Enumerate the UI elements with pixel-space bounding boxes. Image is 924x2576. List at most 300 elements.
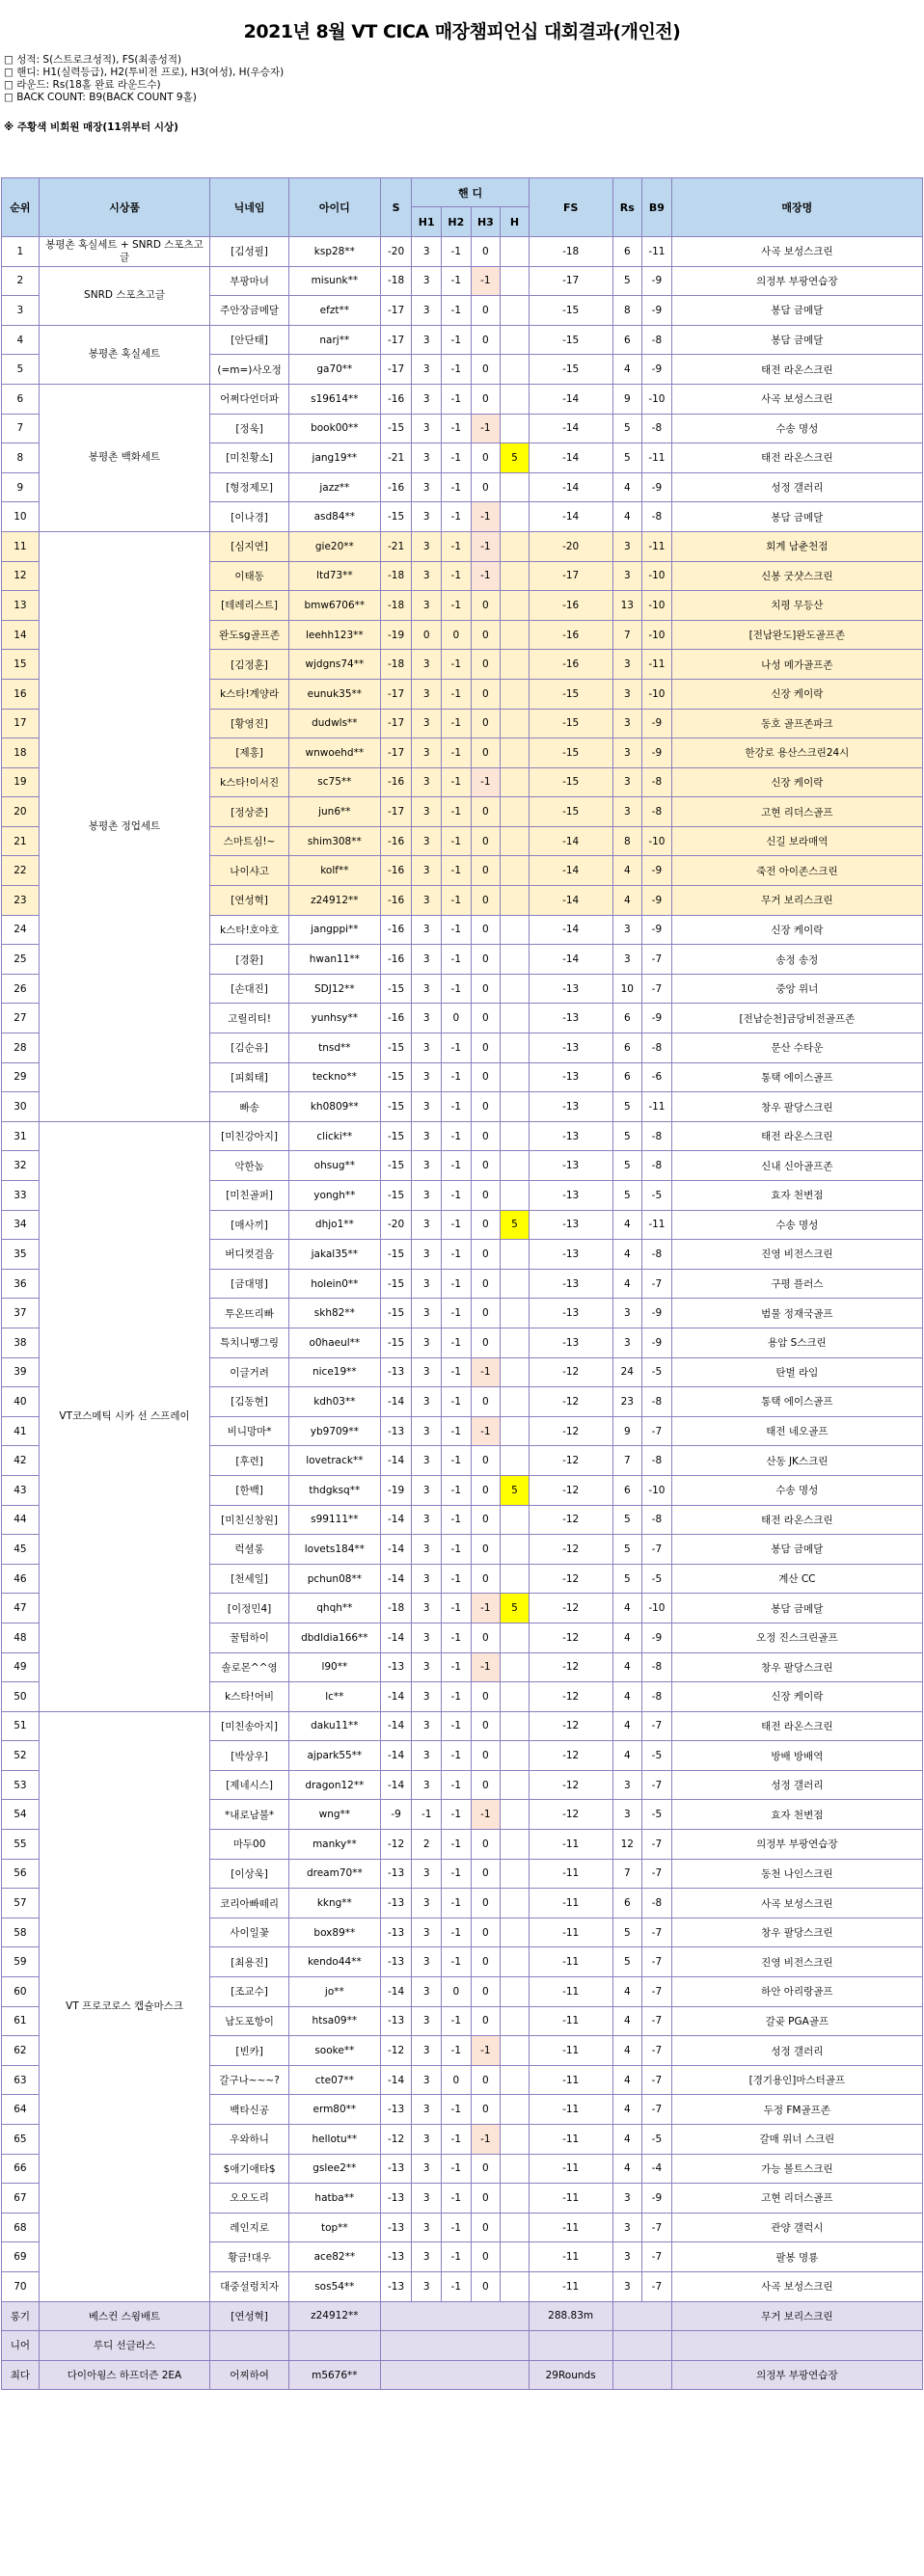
h3-cell: 0: [471, 1299, 501, 1328]
fs-cell: -12: [529, 1416, 612, 1446]
shop-cell: 사곡 보성스크린: [671, 237, 922, 267]
nick-cell: [피회태]: [210, 1062, 289, 1092]
s-cell: -13: [380, 1918, 412, 1947]
rank-cell: 59: [2, 1947, 40, 1977]
id-cell: qhqh**: [288, 1594, 380, 1623]
shop-cell: 신내 신아골프존: [671, 1151, 922, 1181]
h-cell: [501, 2242, 530, 2272]
id-cell: jo**: [288, 1977, 380, 2007]
nick-cell: [이정민4]: [210, 1594, 289, 1623]
h3-cell: 0: [471, 1505, 501, 1535]
rs-cell: 6: [612, 1062, 642, 1092]
rank-cell: 40: [2, 1387, 40, 1417]
b9-cell: -6: [642, 1062, 672, 1092]
fs-cell: -14: [529, 886, 612, 916]
rs-cell: 7: [612, 620, 642, 650]
shop-cell: 창우 팔당스크린: [671, 1652, 922, 1682]
rank-cell: 58: [2, 1918, 40, 1947]
nick-cell: 악한놈: [210, 1151, 289, 1181]
rs-cell: 3: [612, 1800, 642, 1830]
h-cell: 5: [501, 1594, 530, 1623]
h1-cell: 3: [412, 443, 442, 473]
rank-cell: 52: [2, 1741, 40, 1771]
h-cell: [501, 1682, 530, 1712]
h1-cell: 3: [412, 2154, 442, 2184]
rs-cell: 6: [612, 325, 642, 355]
h1-cell: 3: [412, 1741, 442, 1771]
id-cell: skh82**: [288, 1299, 380, 1328]
h2-cell: -1: [442, 2213, 472, 2242]
b9-cell: -8: [642, 1121, 672, 1151]
s-cell: -17: [380, 679, 412, 709]
h1-cell: 3: [412, 1682, 442, 1712]
award-value: 288.83m: [529, 2301, 612, 2331]
id-cell: jakal35**: [288, 1240, 380, 1270]
b9-cell: -9: [642, 2184, 672, 2214]
h2-cell: -1: [442, 1328, 472, 1357]
shop-cell: 태전 라온스크린: [671, 1121, 922, 1151]
h1-cell: 3: [412, 1062, 442, 1092]
shop-cell: 통택 에이스골프: [671, 1062, 922, 1092]
h2-cell: -1: [442, 1210, 472, 1240]
h2-cell: 0: [442, 620, 472, 650]
nick-cell: 럭셜롱: [210, 1535, 289, 1565]
rank-cell: 44: [2, 1505, 40, 1535]
h-cell: [501, 591, 530, 621]
id-cell: jangppi**: [288, 915, 380, 945]
shop-cell: 봉담 금메달: [671, 325, 922, 355]
fs-cell: -12: [529, 1741, 612, 1771]
b9-cell: -9: [642, 266, 672, 296]
award-row: [2, 2331, 923, 2361]
fs-cell: -11: [529, 1947, 612, 1977]
b9-cell: -8: [642, 1033, 672, 1063]
header-shop: 매장명: [671, 178, 922, 237]
h3-cell: 0: [471, 1623, 501, 1652]
prize-group: VT 프로코로스 캡슐마스크: [39, 1711, 210, 2301]
h-cell: 5: [501, 1210, 530, 1240]
h1-cell: 3: [412, 531, 442, 561]
fs-cell: -16: [529, 620, 612, 650]
b9-cell: -8: [642, 1240, 672, 1270]
b9-cell: -7: [642, 1859, 672, 1889]
fs-cell: -14: [529, 856, 612, 886]
id-cell: dudwls**: [288, 709, 380, 738]
b9-cell: -7: [642, 1977, 672, 2007]
fs-cell: -14: [529, 945, 612, 975]
shop-cell: 신장 케이락: [671, 1682, 922, 1712]
shop-cell: 봉담 금메달: [671, 502, 922, 532]
h3-cell: -1: [471, 767, 501, 797]
fs-cell: -15: [529, 738, 612, 768]
h2-cell: -1: [442, 2006, 472, 2036]
id-cell: daku11**: [288, 1711, 380, 1741]
h1-cell: 3: [412, 886, 442, 916]
rank-cell: 2: [2, 266, 40, 296]
rs-cell: 5: [612, 1947, 642, 1977]
h1-cell: 3: [412, 1328, 442, 1357]
h-cell: [501, 1092, 530, 1122]
h2-cell: -1: [442, 2271, 472, 2301]
h1-cell: 3: [412, 1033, 442, 1063]
h1-cell: 3: [412, 1652, 442, 1682]
rs-cell: 6: [612, 1033, 642, 1063]
h3-cell: 0: [471, 1947, 501, 1977]
h3-cell: 0: [471, 1240, 501, 1270]
id-cell: yongh**: [288, 1181, 380, 1211]
id-cell: dragon12**: [288, 1770, 380, 1800]
id-cell: ajpark55**: [288, 1741, 380, 1771]
h-cell: [501, 1505, 530, 1535]
shop-cell: 창우 팔당스크린: [671, 1918, 922, 1947]
legend-item: □ 핸디: H1(실력등급), H2(투비전 프로), H3(여성), H(우승자): [4, 67, 285, 78]
s-cell: -19: [380, 1475, 412, 1505]
h1-cell: 3: [412, 1416, 442, 1446]
h1-cell: 3: [412, 1210, 442, 1240]
h-cell: [501, 296, 530, 326]
h-cell: [501, 2271, 530, 2301]
h3-cell: 0: [471, 1446, 501, 1476]
rank-cell: 48: [2, 1623, 40, 1652]
shop-cell: 문산 수타운: [671, 1033, 922, 1063]
rank-cell: 1: [2, 237, 40, 267]
h1-cell: 3: [412, 1299, 442, 1328]
b9-cell: -11: [642, 1092, 672, 1122]
h1-cell: 3: [412, 296, 442, 326]
h2-cell: -1: [442, 1121, 472, 1151]
h-cell: [501, 797, 530, 827]
h3-cell: 0: [471, 974, 501, 1004]
rs-cell: 5: [612, 1505, 642, 1535]
h-cell: [501, 1151, 530, 1181]
b9-cell: -10: [642, 1475, 672, 1505]
nick-cell: [손대진]: [210, 974, 289, 1004]
award-row: [2, 2360, 923, 2390]
shop-cell: 태전 라온스크린: [671, 1711, 922, 1741]
rs-cell: 3: [612, 915, 642, 945]
rs-cell: 6: [612, 237, 642, 267]
s-cell: -13: [380, 2095, 412, 2125]
rs-cell: 8: [612, 296, 642, 326]
nick-cell: 빠송: [210, 1092, 289, 1122]
h3-cell: 0: [471, 679, 501, 709]
rs-cell: 4: [612, 1741, 642, 1771]
h3-cell: 0: [471, 1741, 501, 1771]
fs-cell: -12: [529, 1535, 612, 1565]
prize-group: 봉평촌 백화세트: [39, 384, 210, 531]
id-cell: misunk**: [288, 266, 380, 296]
h2-cell: -1: [442, 472, 472, 502]
h-cell: [501, 679, 530, 709]
h2-cell: -1: [442, 384, 472, 414]
award-id: [288, 2331, 380, 2361]
h-cell: [501, 1741, 530, 1771]
prize-group: 봉평촌 혹실세트: [39, 325, 210, 384]
rs-cell: 24: [612, 1357, 642, 1387]
h2-cell: -1: [442, 1594, 472, 1623]
id-cell: lc**: [288, 1682, 380, 1712]
s-cell: -18: [380, 650, 412, 680]
rs-cell: 3: [612, 2184, 642, 2214]
s-cell: -16: [380, 1004, 412, 1033]
rank-cell: 15: [2, 650, 40, 680]
h2-cell: 0: [442, 2065, 472, 2095]
s-cell: -9: [380, 1800, 412, 1830]
h-cell: [501, 561, 530, 591]
id-cell: yunhsy**: [288, 1004, 380, 1033]
h1-cell: 3: [412, 1446, 442, 1476]
h2-cell: -1: [442, 945, 472, 975]
rank-cell: 61: [2, 2006, 40, 2036]
rs-cell: 4: [612, 1652, 642, 1682]
b9-cell: -9: [642, 738, 672, 768]
b9-cell: -7: [642, 1416, 672, 1446]
rs-cell: 4: [612, 2036, 642, 2066]
id-cell: o0haeul**: [288, 1328, 380, 1357]
award-nick: [210, 2331, 289, 2361]
shop-cell: 신장 케이락: [671, 767, 922, 797]
h3-cell: 0: [471, 1682, 501, 1712]
shop-cell: 죽전 아이존스크린: [671, 856, 922, 886]
s-cell: -14: [380, 1682, 412, 1712]
s-cell: -13: [380, 2006, 412, 2036]
shop-cell: 범물 정재국골프: [671, 1299, 922, 1328]
nick-cell: 코리아빠떼리: [210, 1889, 289, 1919]
h-cell: [501, 1357, 530, 1387]
id-cell: ltd73**: [288, 561, 380, 591]
rank-cell: 47: [2, 1594, 40, 1623]
rank-cell: 13: [2, 591, 40, 621]
id-cell: kendo44**: [288, 1947, 380, 1977]
rs-cell: 3: [612, 1328, 642, 1357]
fs-cell: -14: [529, 502, 612, 532]
h2-cell: -1: [442, 1564, 472, 1594]
shop-cell: 고현 리더스골프: [671, 797, 922, 827]
h-cell: [501, 472, 530, 502]
nick-cell: 백타신공: [210, 2095, 289, 2125]
rank-cell: 63: [2, 2065, 40, 2095]
shop-cell: 오정 진스크린골프: [671, 1623, 922, 1652]
nick-cell: [황영진]: [210, 709, 289, 738]
rs-cell: 4: [612, 1240, 642, 1270]
h2-cell: -1: [442, 2036, 472, 2066]
rs-cell: 3: [612, 767, 642, 797]
h3-cell: 0: [471, 1977, 501, 2007]
rs-cell: 3: [612, 797, 642, 827]
h-cell: [501, 709, 530, 738]
s-cell: -14: [380, 1770, 412, 1800]
h2-cell: -1: [442, 1181, 472, 1211]
nick-cell: [경환]: [210, 945, 289, 975]
id-cell: asd84**: [288, 502, 380, 532]
fs-cell: -14: [529, 384, 612, 414]
id-cell: ohsug**: [288, 1151, 380, 1181]
fs-cell: -15: [529, 797, 612, 827]
s-cell: -12: [380, 1830, 412, 1860]
table-row: [2, 1711, 923, 1741]
b9-cell: -8: [642, 414, 672, 443]
id-cell: ace82**: [288, 2242, 380, 2272]
shop-cell: 동천 나인스크린: [671, 1859, 922, 1889]
nick-cell: 갈구나~~~?: [210, 2065, 289, 2095]
id-cell: kolf**: [288, 856, 380, 886]
award-value: 29Rounds: [529, 2360, 612, 2390]
rank-cell: 43: [2, 1475, 40, 1505]
rs-cell: 3: [612, 1299, 642, 1328]
nick-cell: 꿀텀하이: [210, 1623, 289, 1652]
rs-cell: 5: [612, 1918, 642, 1947]
id-cell: hatba**: [288, 2184, 380, 2214]
id-cell: sc75**: [288, 767, 380, 797]
rs-cell: 5: [612, 414, 642, 443]
rank-cell: 10: [2, 502, 40, 532]
shop-cell: 고현 리더스골프: [671, 2184, 922, 2214]
id-cell: nice19**: [288, 1357, 380, 1387]
award-nick: [연성혁]: [210, 2301, 289, 2331]
s-cell: -20: [380, 237, 412, 267]
prize-group: SNRD 스포츠고글: [39, 266, 210, 325]
id-cell: hwan11**: [288, 945, 380, 975]
fs-cell: -17: [529, 561, 612, 591]
nick-cell: [빈카]: [210, 2036, 289, 2066]
rank-cell: 11: [2, 531, 40, 561]
fs-cell: -11: [529, 2036, 612, 2066]
h3-cell: 0: [471, 1711, 501, 1741]
shop-cell: 사곡 보성스크린: [671, 1889, 922, 1919]
rank-cell: 56: [2, 1859, 40, 1889]
b9-cell: -7: [642, 974, 672, 1004]
h2-cell: -1: [442, 886, 472, 916]
rs-cell: 4: [612, 886, 642, 916]
fs-cell: -14: [529, 443, 612, 473]
id-cell: s19614**: [288, 384, 380, 414]
shop-cell: 방배 방배역: [671, 1741, 922, 1771]
h3-cell: 0: [471, 1092, 501, 1122]
id-cell: ga70**: [288, 355, 380, 385]
rs-cell: 5: [612, 1535, 642, 1565]
fs-cell: -12: [529, 1446, 612, 1476]
h3-cell: -1: [471, 1652, 501, 1682]
s-cell: -13: [380, 2184, 412, 2214]
rs-cell: 3: [612, 2242, 642, 2272]
shop-cell: 수송 명성: [671, 414, 922, 443]
h1-cell: 3: [412, 856, 442, 886]
rank-cell: 51: [2, 1711, 40, 1741]
h-cell: [501, 531, 530, 561]
fs-cell: -11: [529, 1977, 612, 2007]
rs-cell: 4: [612, 2125, 642, 2155]
rank-cell: 25: [2, 945, 40, 975]
h3-cell: 0: [471, 856, 501, 886]
rank-cell: 64: [2, 2095, 40, 2125]
s-cell: -15: [380, 1269, 412, 1299]
nick-cell: [정상준]: [210, 797, 289, 827]
nick-cell: [연성혁]: [210, 886, 289, 916]
id-cell: tnsd**: [288, 1033, 380, 1063]
fs-cell: -12: [529, 1652, 612, 1682]
fs-cell: -12: [529, 1475, 612, 1505]
nick-cell: 버디컷걸음: [210, 1240, 289, 1270]
nick-cell: (=m=)사오정: [210, 355, 289, 385]
table-row: [2, 266, 923, 296]
shop-cell: 신봉 굿샷스크린: [671, 561, 922, 591]
b9-cell: -11: [642, 443, 672, 473]
h2-cell: -1: [442, 1416, 472, 1446]
award-prize: 루디 선글라스: [39, 2331, 210, 2361]
h1-cell: 3: [412, 679, 442, 709]
s-cell: -14: [380, 1741, 412, 1771]
rank-cell: 67: [2, 2184, 40, 2214]
rank-cell: 6: [2, 384, 40, 414]
header-rank: 순위: [2, 178, 40, 237]
b9-cell: -10: [642, 1594, 672, 1623]
rank-cell: 19: [2, 767, 40, 797]
b9-cell: -7: [642, 1535, 672, 1565]
s-cell: -15: [380, 1092, 412, 1122]
s-cell: -15: [380, 1121, 412, 1151]
fs-cell: -11: [529, 2125, 612, 2155]
s-cell: -12: [380, 2125, 412, 2155]
award-spacer: [380, 2360, 529, 2390]
fs-cell: -11: [529, 2271, 612, 2301]
h1-cell: 3: [412, 2065, 442, 2095]
rank-cell: 38: [2, 1328, 40, 1357]
h2-cell: -1: [442, 1800, 472, 1830]
h2-cell: -1: [442, 266, 472, 296]
rs-cell: 4: [612, 856, 642, 886]
h1-cell: 3: [412, 2095, 442, 2125]
s-cell: -14: [380, 1564, 412, 1594]
b9-cell: -9: [642, 1623, 672, 1652]
fs-cell: -13: [529, 1062, 612, 1092]
h3-cell: 0: [471, 620, 501, 650]
nick-cell: 사이일꽃: [210, 1918, 289, 1947]
h1-cell: 3: [412, 502, 442, 532]
b9-cell: -9: [642, 709, 672, 738]
s-cell: -18: [380, 591, 412, 621]
rs-cell: 6: [612, 1889, 642, 1919]
b9-cell: -7: [642, 1947, 672, 1977]
nick-cell: [미친신창원]: [210, 1505, 289, 1535]
shop-cell: 사곡 보성스크린: [671, 384, 922, 414]
id-cell: pchun08**: [288, 1564, 380, 1594]
id-cell: lovets184**: [288, 1535, 380, 1565]
h2-cell: -1: [442, 1357, 472, 1387]
b9-cell: -11: [642, 650, 672, 680]
h-cell: [501, 2125, 530, 2155]
award-id: z24912**: [288, 2301, 380, 2331]
shop-cell: 중앙 위너: [671, 974, 922, 1004]
fs-cell: -11: [529, 2006, 612, 2036]
h2-cell: -1: [442, 1770, 472, 1800]
rank-cell: 24: [2, 915, 40, 945]
h-cell: [501, 2184, 530, 2214]
rank-cell: 12: [2, 561, 40, 591]
nick-cell: 투온뜨리빠: [210, 1299, 289, 1328]
rs-cell: 3: [612, 2213, 642, 2242]
h3-cell: 0: [471, 443, 501, 473]
h1-cell: 3: [412, 1770, 442, 1800]
h3-cell: 0: [471, 1770, 501, 1800]
h-cell: [501, 1535, 530, 1565]
s-cell: -13: [380, 1859, 412, 1889]
fs-cell: -13: [529, 1299, 612, 1328]
shop-cell: 진영 비전스크린: [671, 1947, 922, 1977]
h1-cell: 3: [412, 2213, 442, 2242]
b9-cell: -9: [642, 1299, 672, 1328]
shop-cell: 동호 골프존파크: [671, 709, 922, 738]
shop-cell: 회계 남춘천점: [671, 531, 922, 561]
